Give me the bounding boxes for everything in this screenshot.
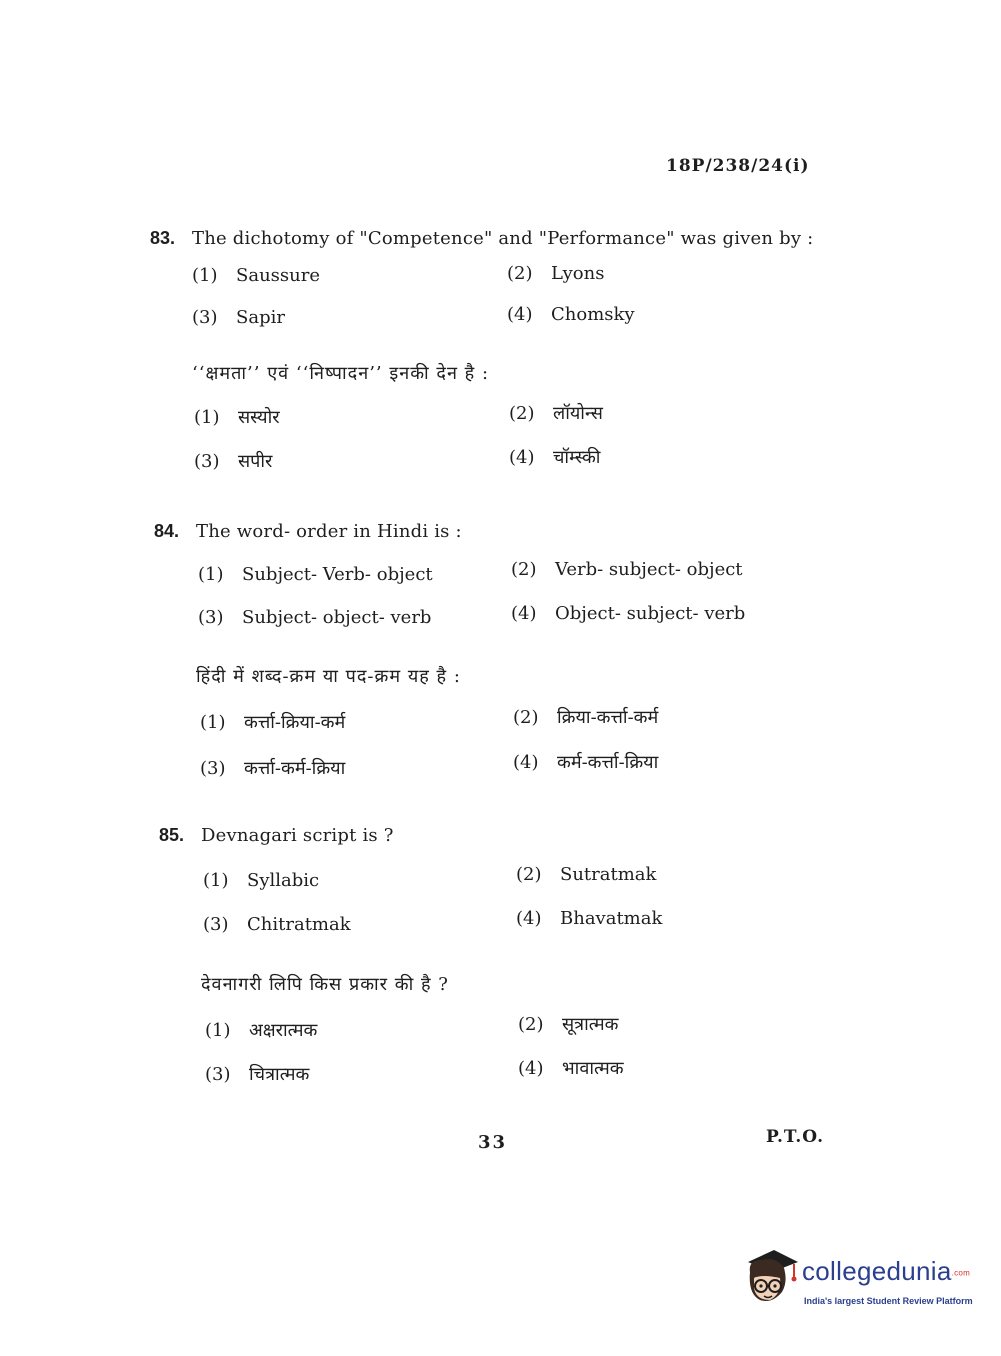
- option-number: (3): [205, 1064, 231, 1085]
- option-label: Bhavatmak: [560, 908, 663, 929]
- option-label: Subject- Verb- object: [242, 564, 433, 585]
- option-label: चॉम्स्की: [553, 447, 601, 468]
- option-label: Saussure: [236, 265, 320, 286]
- question-text: The word- order in Hindi is :: [196, 521, 462, 542]
- option-4: [507, 304, 635, 325]
- option-label: Sutratmak: [560, 864, 657, 885]
- hindi-option-2: [518, 1012, 618, 1036]
- option-number: (4): [511, 603, 537, 624]
- option-number: (4): [516, 908, 542, 929]
- options-hindi: [192, 405, 850, 495]
- question-text: Devnagari script is ?: [201, 825, 394, 846]
- option-label: चित्रात्मक: [249, 1064, 310, 1085]
- hindi-option-4: [509, 445, 600, 469]
- option-1: [192, 265, 320, 286]
- option-2: [511, 559, 743, 580]
- question-83: [150, 228, 850, 495]
- options-english: [196, 559, 854, 650]
- option-number: (4): [518, 1058, 544, 1079]
- question-number: 85.: [159, 825, 185, 845]
- question-text: The dichotomy of "Competence" and "Performance" was given by :: [192, 228, 814, 249]
- option-number: (1): [205, 1020, 231, 1041]
- hindi-option-1: [205, 1018, 317, 1042]
- option-number: (1): [203, 870, 229, 891]
- hindi-option-3: [194, 449, 272, 473]
- option-label: Object- subject- verb: [555, 603, 746, 624]
- hindi-option-2: [509, 401, 603, 425]
- collegedunia-watermark: [742, 1248, 972, 1320]
- option-number: (4): [507, 304, 533, 325]
- hindi-option-4: [513, 750, 658, 774]
- option-label: Sapir: [236, 307, 285, 328]
- option-label: सूत्रात्मक: [562, 1014, 619, 1035]
- option-2: [516, 864, 656, 885]
- option-number: (3): [192, 307, 218, 328]
- option-label: सपीर: [238, 451, 273, 472]
- option-3: [192, 307, 285, 328]
- brand-suffix: .com: [951, 1268, 971, 1278]
- brand-tagline: India's largest Student Review Platform: [804, 1296, 973, 1306]
- option-number: (2): [507, 263, 533, 284]
- question-text-hindi: ‘‘क्षमता’’ एवं ‘‘निष्पादन’’ इनकी देन है :: [192, 363, 490, 384]
- hindi-option-1: [200, 710, 345, 734]
- hindi-option-2: [513, 705, 658, 729]
- hindi-option-3: [200, 756, 345, 780]
- option-number: (1): [198, 564, 224, 585]
- option-label: Syllabic: [247, 870, 320, 891]
- option-label: कर्त्ता-कर्म-क्रिया: [244, 758, 346, 779]
- option-number: (2): [516, 864, 542, 885]
- option-4: [516, 908, 662, 929]
- option-number: (2): [511, 559, 537, 580]
- question-text-hindi: हिंदी में शब्द-क्रम या पद-क्रम यह है :: [196, 666, 461, 687]
- option-label: Chitratmak: [247, 914, 351, 935]
- option-label: Subject- object- verb: [242, 607, 432, 628]
- student-mascot-icon: [742, 1248, 800, 1308]
- option-4: [511, 603, 745, 624]
- option-label: कर्म-कर्त्ता-क्रिया: [557, 752, 659, 773]
- hindi-option-4: [518, 1056, 624, 1080]
- option-number: (3): [203, 914, 229, 935]
- question-85: [159, 825, 859, 1108]
- option-number: (1): [192, 265, 218, 286]
- option-label: Lyons: [551, 263, 605, 284]
- option-number: (3): [198, 607, 224, 628]
- question-84: [154, 521, 854, 800]
- options-hindi: [196, 707, 854, 800]
- option-number: (4): [513, 752, 539, 773]
- option-3: [198, 607, 431, 628]
- options-english: [201, 864, 859, 956]
- option-label: भावात्मक: [562, 1058, 624, 1079]
- page-number: 33: [478, 1132, 508, 1153]
- option-label: लॉयोन्स: [553, 403, 603, 424]
- hindi-option-3: [205, 1062, 309, 1086]
- option-number: (1): [200, 712, 226, 733]
- option-label: Chomsky: [551, 304, 635, 325]
- option-number: (3): [194, 451, 220, 472]
- option-label: अक्षरात्मक: [249, 1020, 318, 1041]
- option-number: (1): [194, 407, 220, 428]
- hindi-option-1: [194, 405, 280, 429]
- option-label: सस्योर: [238, 407, 280, 428]
- option-1: [203, 870, 319, 891]
- brand-name: collegedunia: [802, 1256, 952, 1286]
- option-1: [198, 564, 433, 585]
- options-english: [192, 265, 850, 351]
- option-label: Verb- subject- object: [555, 559, 743, 580]
- option-number: (2): [509, 403, 535, 424]
- option-number: (2): [513, 707, 539, 728]
- paper-code: 18P/238/24(i): [666, 156, 810, 176]
- option-3: [203, 914, 351, 935]
- option-number: (4): [509, 447, 535, 468]
- question-number: 84.: [154, 521, 180, 541]
- option-number: (3): [200, 758, 226, 779]
- option-number: (2): [518, 1014, 544, 1035]
- question-text-hindi: देवनागरी लिपि किस प्रकार की है ?: [201, 974, 449, 995]
- option-label: कर्त्ता-क्रिया-कर्म: [244, 712, 346, 733]
- question-number: 83.: [150, 228, 176, 248]
- pto-label: P.T.O.: [766, 1127, 824, 1147]
- options-hindi: [201, 1014, 859, 1108]
- option-label: क्रिया-कर्त्ता-कर्म: [557, 707, 659, 728]
- option-2: [507, 263, 604, 284]
